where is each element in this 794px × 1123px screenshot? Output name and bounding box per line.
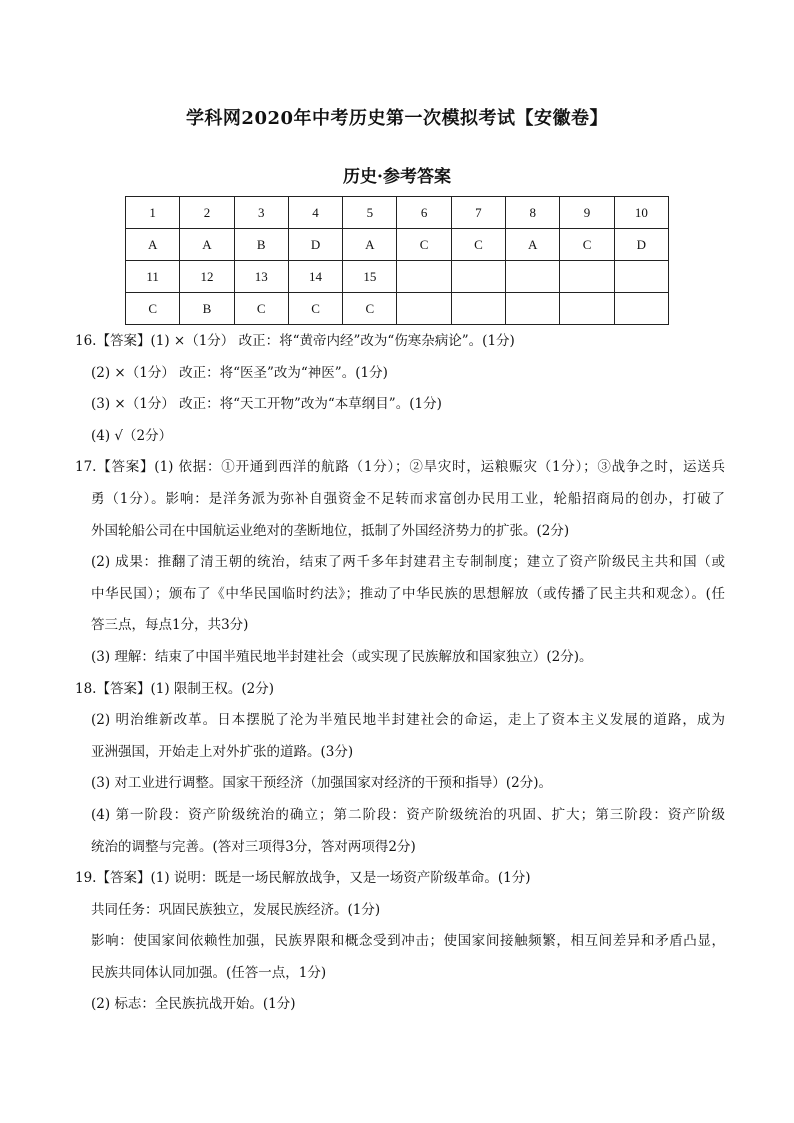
q19-line-2: 共同任务：巩固民族独立，发展民族经济。(1分) <box>91 901 381 918</box>
q16-line-2: (2) ×（1分） 改正：将“医圣”改为“神医”。(1分) <box>91 364 388 381</box>
answer-table-cell <box>397 261 451 293</box>
answer-table-cell <box>560 261 614 293</box>
answer-body <box>75 326 725 1021</box>
answer-table-cell: 8 <box>506 197 560 229</box>
q16-line-4: (4) √（2分） <box>91 427 173 444</box>
answer-table-cell: 10 <box>614 197 668 229</box>
answer-table-cell: B <box>234 229 288 261</box>
answer-table-cell: 14 <box>288 261 342 293</box>
answer-table-cell: 11 <box>126 261 180 293</box>
q18-line-4: (3) 对工业进行调整。国家干预经济（加强国家对经济的干预和指导）(2分)。 <box>91 775 553 792</box>
q18-line-3: 亚洲强国，开始走上对外扩张的道路。(3分) <box>91 743 354 760</box>
answer-table-cell: 1 <box>126 197 180 229</box>
answer-table-cell <box>560 293 614 325</box>
answer-table-cell: C <box>126 293 180 325</box>
answer-table-cell: C <box>343 293 397 325</box>
q16-line-1: 16.【答案】(1) ×（1分） 改正：将“黄帝内经”改为“伤寒杂病论”。(1分) <box>75 333 515 349</box>
q17-line-7: (3) 理解：结束了中国半殖民地半封建社会（或实现了民族解放和国家独立）(2分)。 <box>91 648 593 665</box>
answer-table-cell: C <box>288 293 342 325</box>
answer-table-cell: 4 <box>288 197 342 229</box>
answer-table-cell: D <box>614 229 668 261</box>
q16-line-3: (3) ×（1分） 改正：将“天工开物”改为“本草纲目”。(1分) <box>91 396 442 413</box>
q18-line-2: (2) 明治维新改革。日本摆脱了沦为半殖民地半封建社会的命运，走上了资本主义发展的道路，成为 <box>91 712 725 729</box>
q19-line-1: 19.【答案】(1) 说明：既是一场民解放战争，又是一场资产阶级革命。(1分) <box>75 870 531 887</box>
answer-table-cell: 9 <box>560 197 614 229</box>
answer-table-row <box>126 293 669 325</box>
q17-line-4: (2) 成果：推翻了清王朝的统治，结束了两千多年封建君主专制制度；建立了资产阶级民主共和国（或 <box>91 554 725 571</box>
q18-line-5: (4) 第一阶段：资产阶级统治的确立；第二阶段：资产阶级统治的巩固、扩大；第三阶段：资产阶级 <box>91 806 725 823</box>
answer-table-cell <box>397 293 451 325</box>
q18-line-6: 统治的调整与完善。(答对三项得3分，答对两项得2分) <box>91 838 416 855</box>
answer-table-cell: 13 <box>234 261 288 293</box>
answer-table-cell: C <box>560 229 614 261</box>
answer-table-cell: A <box>506 229 560 261</box>
answer-table-row <box>126 229 669 261</box>
answer-table-cell <box>614 261 668 293</box>
answer-table <box>125 196 669 325</box>
answer-table-cell: A <box>343 229 397 261</box>
q17-line-1: 17.【答案】(1) 依据：①开通到西洋的航路（1分）；②旱灾时，运粮赈灾（1分）；③战争之时，运送兵 <box>75 459 725 476</box>
answer-table-cell: 3 <box>234 197 288 229</box>
answer-table-row <box>126 197 669 229</box>
answer-table-cell: C <box>397 229 451 261</box>
answer-table-cell: C <box>451 229 505 261</box>
q17-line-3: 外国轮船公司在中国航运业绝对的垄断地位，抵制了外国经济势力的扩张。(2分) <box>91 522 570 539</box>
q17-line-5: 中华民国）；颁布了《中华民国临时约法》；推动了中华民族的思想解放（或传播了民主共和观念）。(任 <box>91 585 725 602</box>
answer-table-cell <box>451 261 505 293</box>
answer-table-cell: A <box>180 229 234 261</box>
answer-table-cell <box>451 293 505 325</box>
answer-table-cell <box>506 293 560 325</box>
answer-table-cell <box>506 261 560 293</box>
answer-table-cell: C <box>234 293 288 325</box>
answer-table-cell: 7 <box>451 197 505 229</box>
answer-table-cell: 5 <box>343 197 397 229</box>
q19-line-3: 影响：使国家间依赖性加强，民族界限和概念受到冲击；使国家间接触频繁，相互间差异和矛盾凸显， <box>91 933 725 950</box>
q17-line-6: 答三点，每点1分，共3分) <box>91 617 249 634</box>
answer-table-cell: B <box>180 293 234 325</box>
q19-line-5: (2) 标志：全民族抗战开始。(1分) <box>91 996 296 1013</box>
q19-line-4: 民族共同体认同加强。(任答一点，1分) <box>91 964 327 981</box>
answer-table-row <box>126 261 669 293</box>
answer-table-cell: 6 <box>397 197 451 229</box>
answer-table-cell: 2 <box>180 197 234 229</box>
answer-table-cell: 12 <box>180 261 234 293</box>
answer-table-cell <box>614 293 668 325</box>
answer-subtitle: 历史·参考答案 <box>343 167 451 187</box>
answer-table-cell: A <box>126 229 180 261</box>
q18-line-1: 18.【答案】(1) 限制王权。(2分) <box>75 680 275 697</box>
q17-line-2: 勇（1分）。影响：是洋务派为弥补自强资金不足转而求富创办民用工业，轮船招商局的创办，打破了 <box>91 490 725 507</box>
page-title: 学科网2020年中考历史第一次模拟考试【安徽卷】 <box>185 108 609 129</box>
answer-table-cell: 15 <box>343 261 397 293</box>
answer-table-cell: D <box>288 229 342 261</box>
